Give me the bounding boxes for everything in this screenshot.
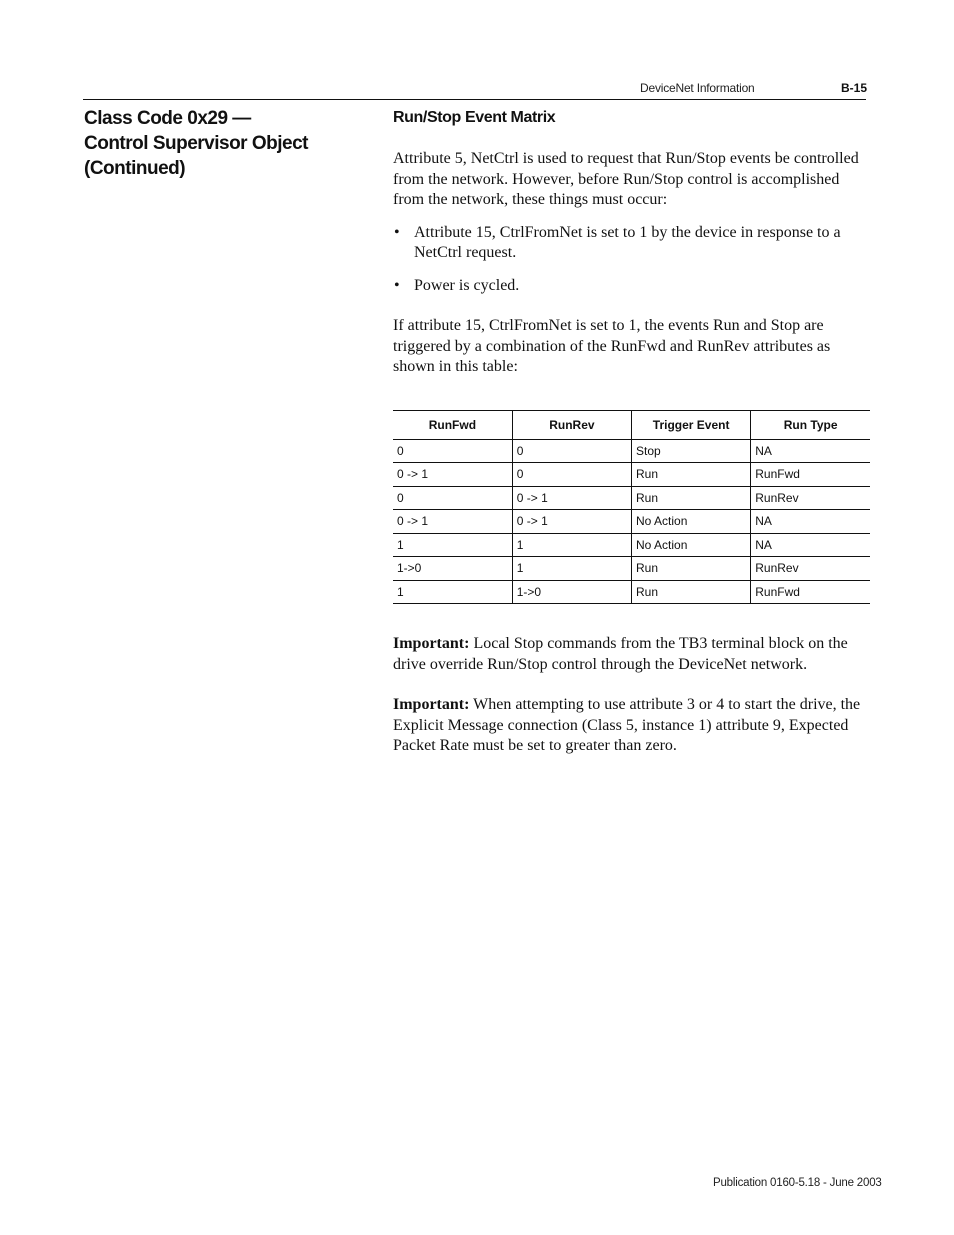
table-cell: 1 — [393, 580, 512, 604]
side-heading-line-1: Class Code 0x29 — — [84, 108, 251, 129]
table-cell: 0 -> 1 — [393, 463, 512, 487]
table-row — [393, 486, 870, 510]
table-cell: 1 — [512, 557, 631, 581]
table-cell: RunRev — [751, 486, 870, 510]
important-label: Important: — [393, 635, 470, 652]
table-cell: RunRev — [751, 557, 870, 581]
table-cell: NA — [751, 533, 870, 557]
table-cell: 1->0 — [512, 580, 631, 604]
publication-footer: Publication 0160-5.18 - June 2003 — [713, 1177, 882, 1189]
table-cell: 1->0 — [393, 557, 512, 581]
table-cell: No Action — [632, 533, 751, 557]
table-row — [393, 557, 870, 581]
table-row — [393, 510, 870, 534]
page-number: B-15 — [841, 81, 868, 95]
column-header-run-type: Run Type — [751, 410, 870, 439]
intro-paragraph: Attribute 5, NetCtrl is used to request that Run/Stop events be controlled from the network. However, before Run/Stop control is accomplished from the network, these things must occur: — [393, 150, 859, 208]
table-cell: 0 — [393, 439, 512, 463]
table-cell: 0 -> 1 — [512, 486, 631, 510]
table-cell: RunFwd — [751, 463, 870, 487]
table-intro-paragraph: If attribute 15, CtrlFromNet is set to 1, the events Run and Stop are triggered by a combination of the RunFwd and RunRev attributes as shown in this table: — [393, 317, 831, 375]
table-row — [393, 439, 870, 463]
table-header-row — [393, 410, 870, 439]
table-cell: 0 — [393, 486, 512, 510]
table-cell: 0 -> 1 — [512, 510, 631, 534]
list-item-text: Attribute 15, CtrlFromNet is set to 1 by the device in response to a NetCtrl request. — [414, 223, 841, 261]
table-cell: RunFwd — [751, 580, 870, 604]
run-stop-event-matrix-table — [393, 410, 870, 605]
table-cell: Run — [632, 463, 751, 487]
bullet-icon: • — [394, 276, 400, 294]
table-row — [393, 463, 870, 487]
table-cell: Stop — [632, 439, 751, 463]
table-row — [393, 580, 870, 604]
list-item — [393, 223, 871, 264]
header-rule — [83, 99, 866, 100]
column-header-runfwd: RunFwd — [393, 410, 512, 439]
column-header-runrev: RunRev — [512, 410, 631, 439]
side-heading-line-2: Control Supervisor Object — [84, 133, 308, 154]
bullet-icon: • — [394, 223, 400, 241]
main-content — [393, 108, 871, 757]
table-cell: 0 -> 1 — [393, 510, 512, 534]
list-item — [393, 276, 871, 297]
table-cell: 1 — [512, 533, 631, 557]
important-note — [393, 695, 871, 757]
side-heading — [84, 106, 344, 181]
important-text: Local Stop commands from the TB3 terminal block on the drive override Run/Stop control through the DeviceNet network. — [393, 635, 848, 673]
table-cell: NA — [751, 510, 870, 534]
table-row — [393, 533, 870, 557]
table-cell: 1 — [393, 533, 512, 557]
table-cell: Run — [632, 557, 751, 581]
table-cell: Run — [632, 486, 751, 510]
table-cell: 0 — [512, 463, 631, 487]
important-note — [393, 634, 871, 675]
list-item-text: Power is cycled. — [414, 276, 520, 294]
section-title: Run/Stop Event Matrix — [393, 109, 556, 126]
table-cell: 0 — [512, 439, 631, 463]
important-text: When attempting to use attribute 3 or 4 to start the drive, the Explicit Message connection (Class 5, instance 1) attribute 9, Expected Packet Rate must be set to greater than zero. — [393, 696, 861, 754]
table-cell: No Action — [632, 510, 751, 534]
running-header-section: DeviceNet Information — [640, 81, 755, 95]
requirements-list — [393, 223, 871, 297]
column-header-trigger-event: Trigger Event — [632, 410, 751, 439]
side-heading-line-3: (Continued) — [84, 158, 186, 179]
important-label: Important: — [393, 696, 470, 713]
table-cell: Run — [632, 580, 751, 604]
table-cell: NA — [751, 439, 870, 463]
